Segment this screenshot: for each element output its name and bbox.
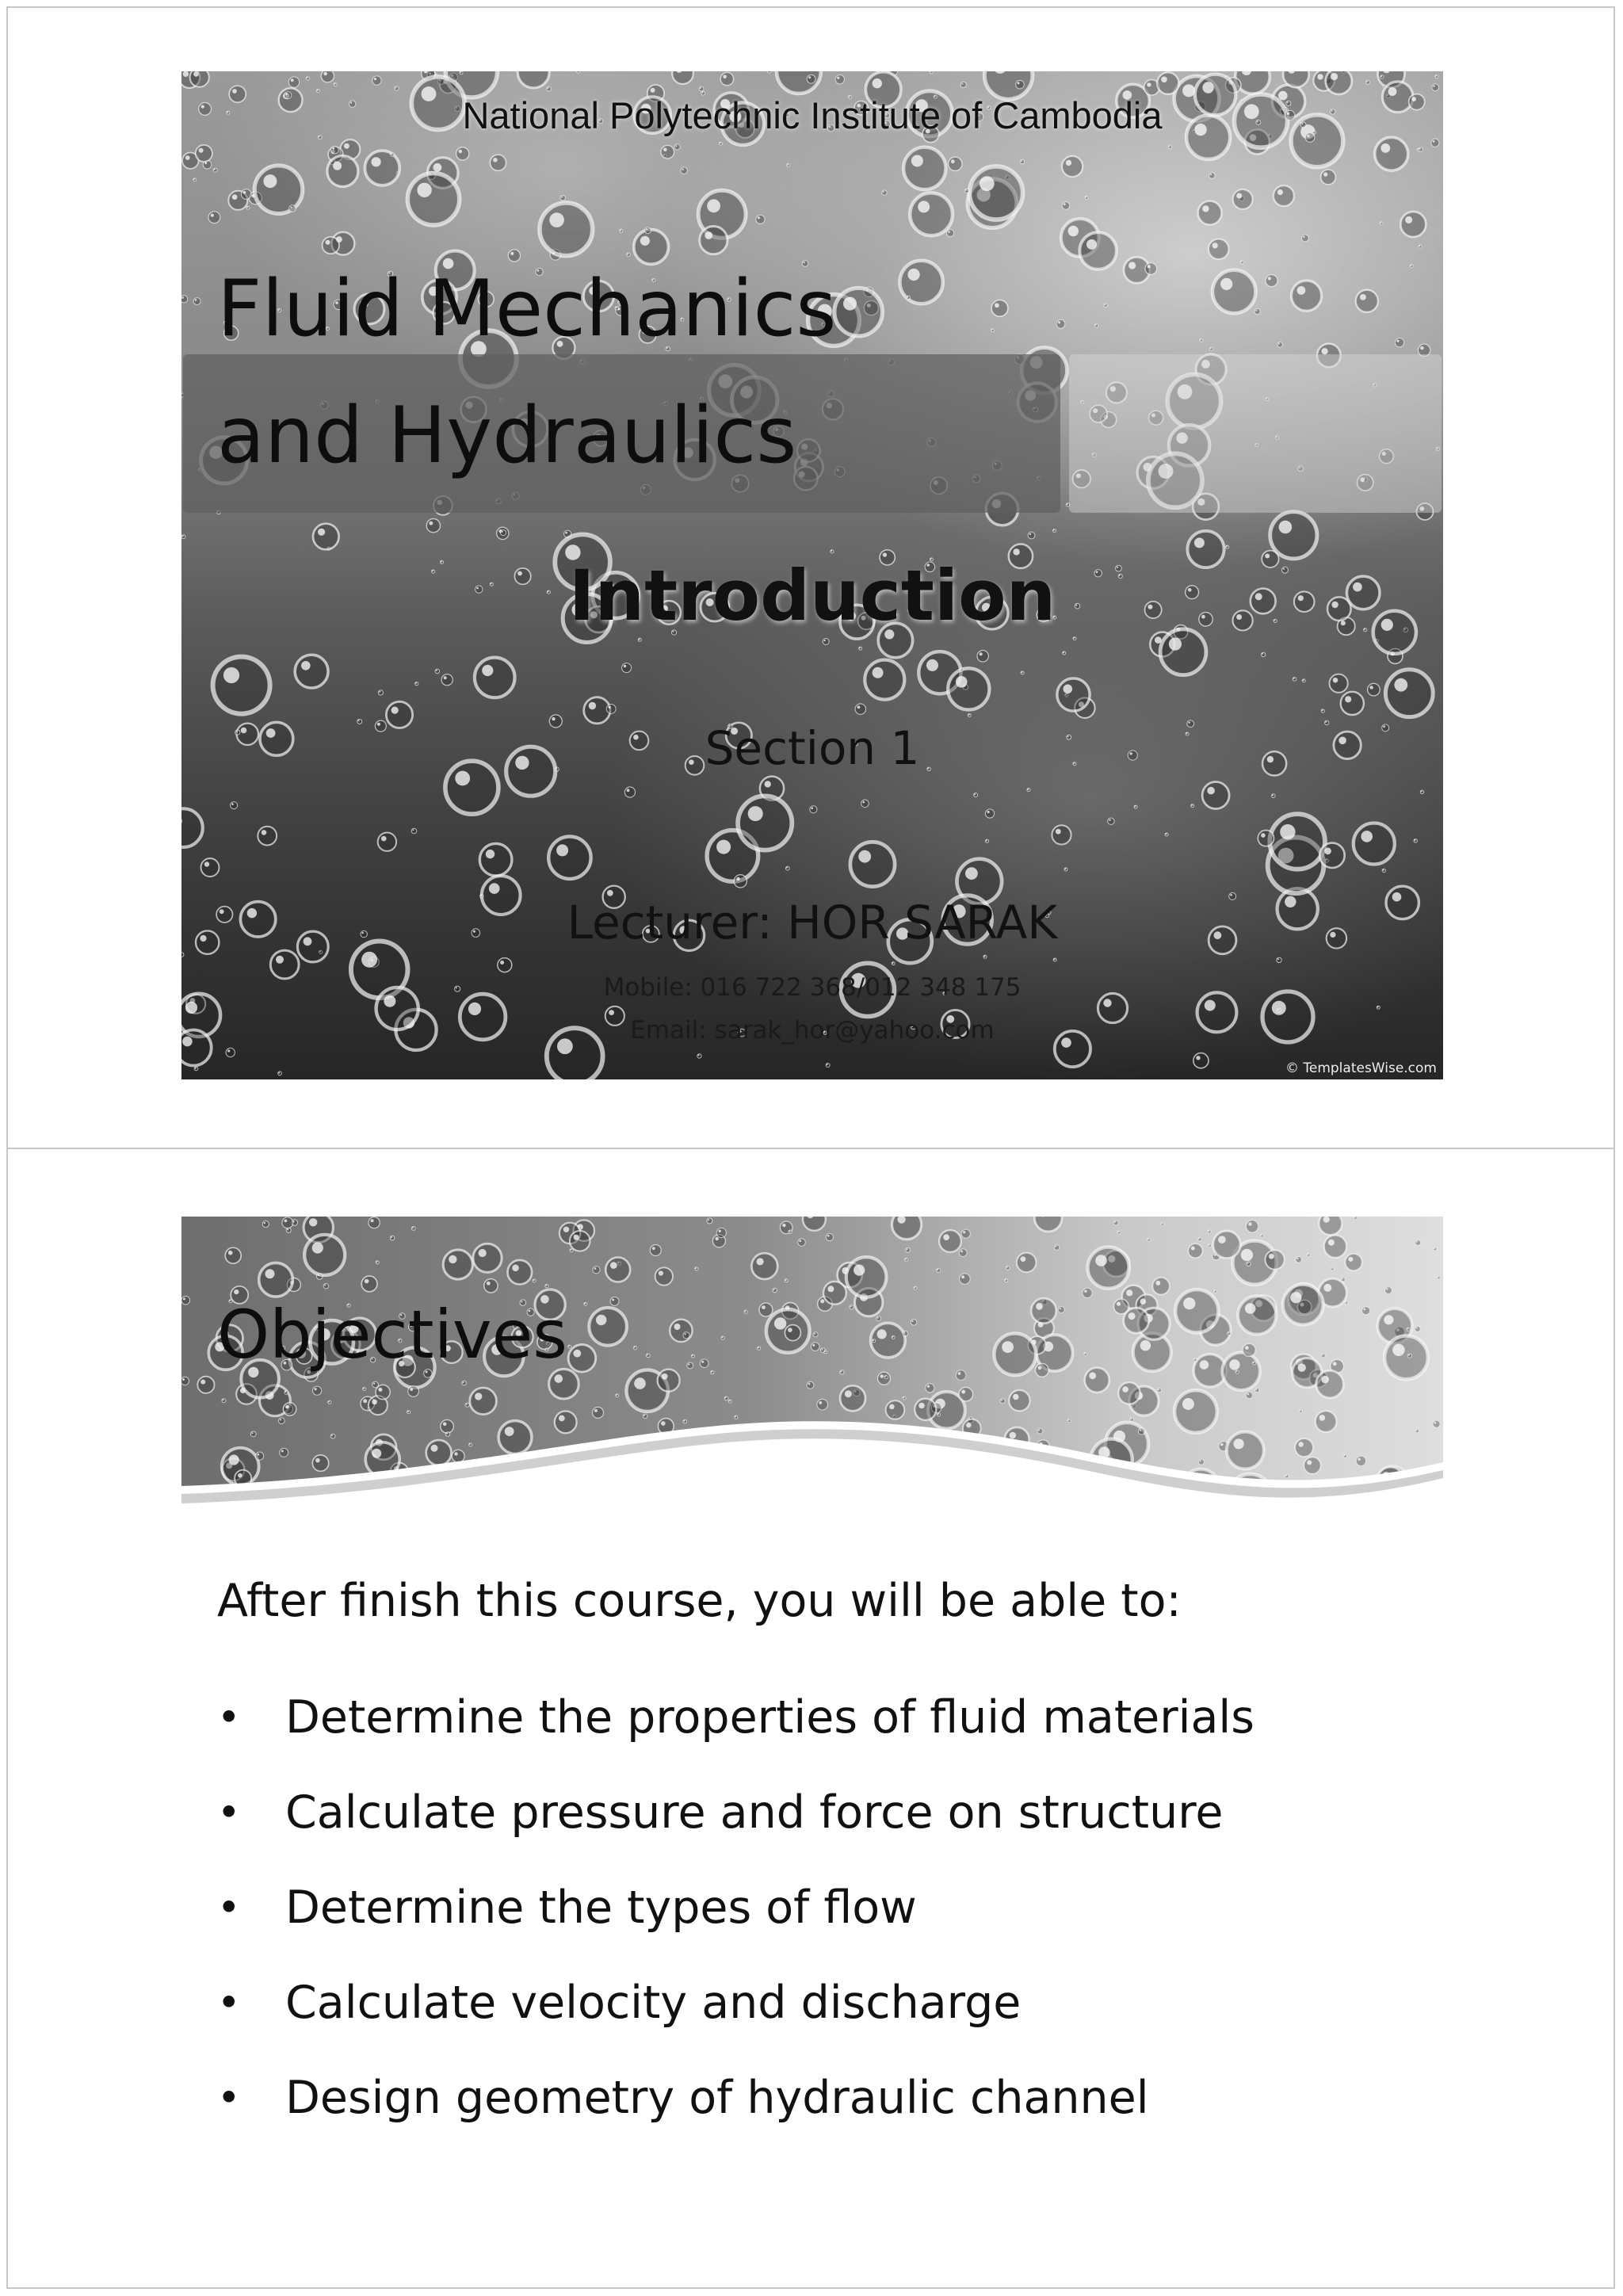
objective-text: Determine the properties of fluid materials (285, 1691, 1254, 1744)
lecturer-email: Email: sarak_hor@yahoo.com (630, 1016, 995, 1045)
objective-item (217, 1860, 1254, 1955)
bullet-icon: • (217, 1980, 241, 2026)
course-title-line-1: Fluid Mechanics (217, 264, 837, 354)
lecturer-name: Lecturer: HOR SARAK (567, 896, 1058, 949)
bullet-icon: • (217, 1885, 241, 1931)
course-title-line-2: and Hydraulics (217, 391, 797, 481)
title-band-accent (1069, 354, 1442, 513)
slide-subtitle: Introduction (568, 555, 1056, 636)
objectives-slide (181, 1217, 1443, 2225)
course-title (217, 246, 836, 499)
section-label: Section 1 (705, 721, 920, 775)
objective-item (217, 1955, 1254, 2050)
institute-name: National Polytechnic Institute of Cambodia (462, 94, 1163, 136)
objective-text: Calculate velocity and discharge (285, 1977, 1022, 2029)
objectives-intro: After finish this course, you will be able to: (217, 1575, 1182, 1627)
objectives-title: Objectives (217, 1296, 568, 1373)
objectives-list (217, 1670, 1254, 2145)
bullet-icon: • (217, 1790, 241, 1836)
objective-text: Calculate pressure and force on structure (285, 1786, 1224, 1839)
bullet-icon: • (217, 2075, 241, 2121)
objective-item (217, 1765, 1254, 1860)
page-divider (6, 1148, 1615, 1149)
template-credit: © TemplatesWise.com (1285, 1060, 1437, 1076)
objective-text: Determine the types of flow (285, 1881, 917, 1934)
objective-item (217, 2050, 1254, 2145)
title-slide (181, 71, 1443, 1079)
lecturer-mobile: Mobile: 016 722 368/012 348 175 (603, 973, 1022, 1002)
objective-item (217, 1670, 1254, 1765)
objective-text: Design geometry of hydraulic channel (285, 2072, 1149, 2124)
bullet-icon: • (217, 1694, 241, 1740)
